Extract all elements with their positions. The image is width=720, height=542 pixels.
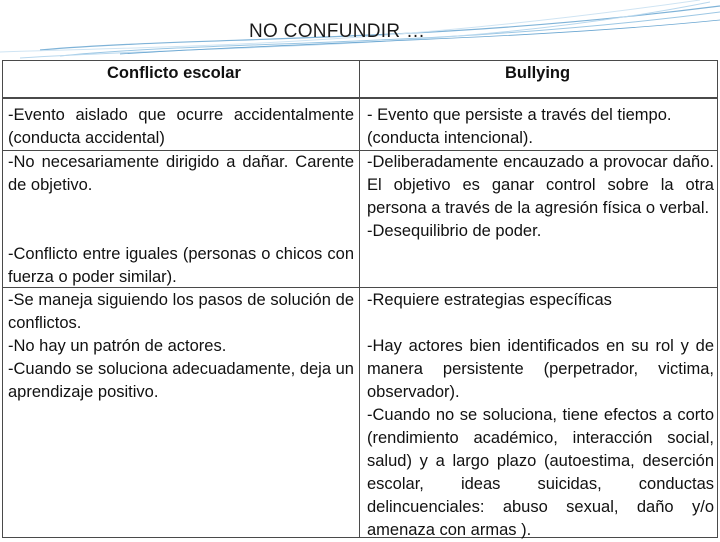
row3-bullying-cell xyxy=(367,289,714,542)
row2-conflicto-cell xyxy=(8,151,354,197)
row3-conflicto-item: -No hay un patrón de actores. xyxy=(8,337,227,355)
row2-bullying-item: -Deliberadamente encauzado a provocar daño. El objetivo es ganar control sobre la otra persona a través de la agresión física o verbal. xyxy=(367,153,714,217)
row3-conflicto-cell xyxy=(8,289,354,404)
column-divider xyxy=(359,61,360,537)
header-bullying: Bullying xyxy=(505,64,571,82)
row1-bullying-cell xyxy=(367,104,714,150)
row3-bullying-item: -Requiere estrategias específicas xyxy=(367,291,612,309)
row2-bullying-item: -Desequilibrio de poder. xyxy=(367,222,542,240)
row1-conflicto-cell xyxy=(8,104,354,150)
row1-conflicto-item: -Evento aislado que ocurre accidentalmente (conducta accidental) xyxy=(8,106,354,147)
row2-conflicto-item: -Conflicto entre iguales (personas o chicos con fuerza o poder similar). xyxy=(8,245,354,286)
row-separator xyxy=(3,287,717,288)
row3-conflicto-item: -Cuando se soluciona adecuadamente, deja un aprendizaje positivo. xyxy=(8,360,354,401)
slide-title: NO CONFUNDIR … xyxy=(249,21,426,42)
comparison-table xyxy=(2,60,718,538)
row1-bullying-item: - Evento que persiste a través del tiempo. (conducta intencional). xyxy=(367,106,672,147)
header-conflicto-escolar: Conflicto escolar xyxy=(107,64,241,82)
row3-conflicto-item: -Se maneja siguiendo los pasos de solución de conflictos. xyxy=(8,291,354,332)
header-separator xyxy=(3,97,717,99)
row2-conflicto-item: -No necesariamente dirigido a dañar. Carente de objetivo. xyxy=(8,153,354,194)
row2-conflicto-cell-b xyxy=(8,243,354,289)
row3-bullying-item: -Cuando no se soluciona, tiene efectos a corto (rendimiento académico, interacción social, salud) y a largo plazo (autoestima, deserción escolar, ideas suicidas, conductas delincuenciales: abuso sexual, daño y/o amenaza con armas ). xyxy=(367,406,714,539)
row3-bullying-item: -Hay actores bien identificados en su rol y de manera persistente (perpetrador, victima, observador). xyxy=(367,337,714,401)
row2-bullying-cell xyxy=(367,151,714,243)
